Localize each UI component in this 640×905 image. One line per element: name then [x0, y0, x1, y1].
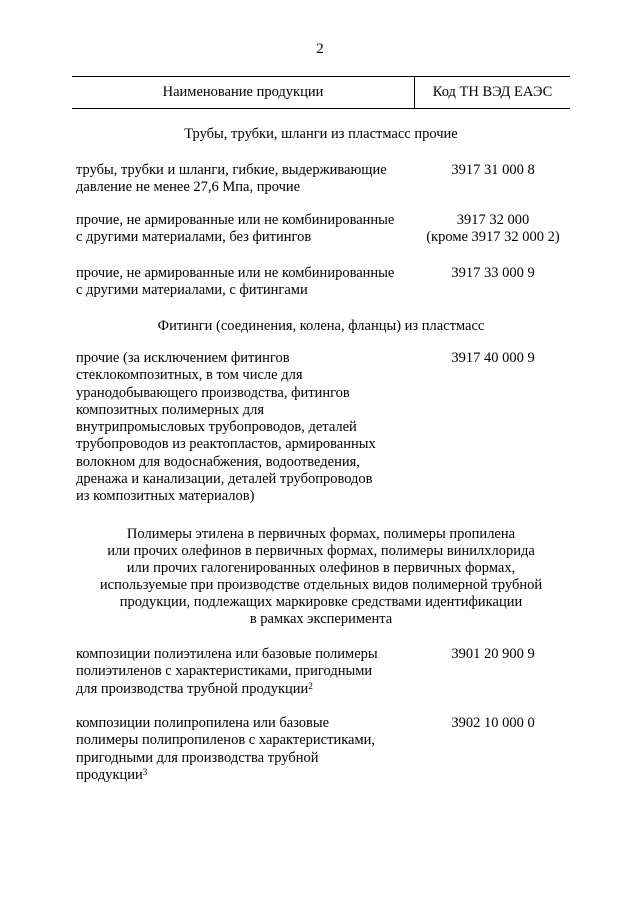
header-tnved-code: Код ТН ВЭД ЕАЭС: [432, 84, 553, 100]
row-code: 3901 20 900 9: [451, 646, 535, 662]
row-code: 3902 10 000 0: [451, 715, 535, 731]
header-product-name: Наименование продукции: [72, 77, 415, 108]
section-title-pipes: Трубы, трубки, шланги из пластмасс прочие: [184, 126, 458, 142]
row-name: прочие, не армированные или не комбинированные с другими материалами, без фитингов: [76, 212, 395, 246]
row-name: [76, 715, 421, 784]
row-name: прочие, не армированные или не комбинированные с другими материалами, с фитингами: [76, 265, 395, 299]
row-code: 3917 32 000 (кроме 3917 32 000 2): [426, 212, 560, 246]
table-header: [72, 76, 570, 109]
section-title-polymers: Полимеры этилена в первичных формах, полимеры пропилена или прочих олефинов в первичных формах, полимеры винилхлорида или прочих галогенированных олефинов в первичных формах, используемые при производстве отдельных видов полимерной трубной продукции, подлежащих маркировке средствами идентификации в рамках эксперимента: [99, 526, 543, 627]
row-name-text: композиции полиэтилена или базовые полимеры полиэтиленов с характеристиками, пригодными для производства трубной продукции: [76, 646, 378, 697]
page-number: 2: [316, 41, 324, 57]
footnote-marker: 2: [308, 680, 313, 691]
row-name-text: композиции полипропилена или базовые полимеры полипропиленов с характеристиками, пригодными для производства трубной продукции: [76, 715, 376, 783]
row-code: 3917 33 000 9: [451, 265, 535, 281]
row-code: 3917 40 000 9: [451, 350, 535, 366]
section-title-fittings: Фитинги (соединения, колена, фланцы) из пластмасс: [157, 318, 485, 334]
row-name: трубы, трубки и шланги, гибкие, выдерживающие давление не менее 27,6 Мпа, прочие: [76, 162, 387, 196]
row-name: [76, 646, 421, 698]
row-code: 3917 31 000 8: [451, 162, 535, 178]
row-name: прочие (за исключением фитингов стеклокомпозитных, в том числе для уранодобывающего производства, фитингов композитных полимерных для внутрипромысловых трубопроводов, деталей трубопроводов из реактопластов, армированных волокном для водоснабжения, водоотведения, дренажа и канализации, деталей трубопроводов из композитных материалов): [76, 350, 376, 505]
footnote-marker: 3: [142, 766, 148, 777]
